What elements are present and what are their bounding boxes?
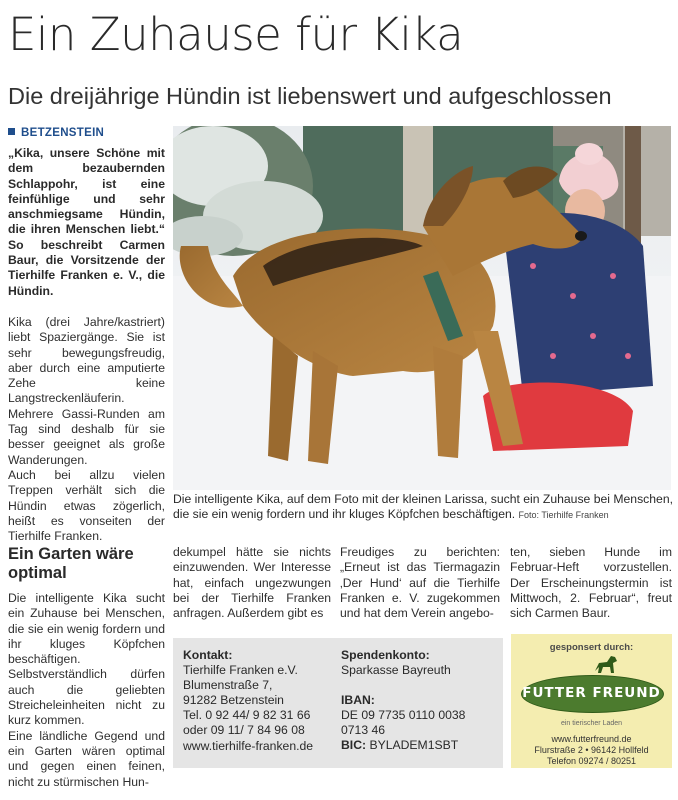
iban-label: IBAN: — [341, 693, 375, 708]
contact-title: Kontakt: — [183, 648, 233, 662]
bank-title: Spendenkonto: — [341, 648, 430, 662]
iban-line-1: DE 09 7735 0110 0038 — [341, 708, 466, 723]
sponsor-address: Flurstraße 2 • 96142 Hollfeld — [534, 745, 649, 755]
body-paragraph-2: Auch bei allzu vielen Treppen verhält sich die Hündin etwas zögerlich, heißt es vonseiten der Tierhilfe Franken. — [8, 467, 165, 544]
bank-block — [341, 648, 465, 754]
body-paragraph-3: Die intelligente Kika sucht ein Zuhause bei Menschen, die sie ein wenig fordern und ihr kluges Köpfchen beschäftigen. Selbstverständlich dürfen auch die geliebten Streicheleinheiten nicht zu kurz kommen. — [8, 591, 165, 728]
bic-value: BYLADEM1SBT — [369, 738, 459, 753]
caption-text: Die intelligente Kika, auf dem Foto mit der kleinen Larissa, sucht ein Zuhause bei Menschen, die sie ein wenig fordern und ihr kluges Köpfchen beschäftigen. — [173, 492, 673, 521]
contact-block — [183, 648, 313, 754]
photo-caption — [173, 492, 673, 523]
photo-dog-and-girl-in-snow — [173, 126, 671, 490]
bic-line — [341, 738, 465, 753]
contact-phone: Tel. 0 92 44/ 9 82 31 66 — [183, 708, 311, 723]
dateline — [8, 127, 104, 139]
body-paragraph-5: dekumpel hätte sie nichts einzuwenden. Wer Interesse hat, einfach ungezwungen bei der Tierhilfe Franken anfragen. Außerdem gibt es — [173, 545, 331, 621]
info-box — [173, 638, 503, 768]
article-subheadline: Die dreijährige Hündin ist liebenswert und aufgeschlossen — [8, 83, 612, 109]
sponsor-tagline: ein tierischer Laden — [560, 720, 623, 727]
bic-label: BIC: — [341, 738, 367, 753]
dog-silhouette-icon — [593, 653, 621, 675]
photo-credit: Foto: Tierhilfe Franken — [518, 510, 609, 520]
body-paragraph-7: ten, sieben Hunde im Februar-Heft vorzustellen. Der Erscheinungstermin ist Mittwoch, 2. Februar“, freut sich Carmen Baur. — [510, 545, 672, 621]
lead-paragraph: „Kika, unsere Schöne mit dem bezaubernden Schlappohr, ist eine feinfühlige und sehr anschmiegsame Hündin, die ihren Menschen liebt.“ So beschreibt Carmen Baur, die Vorsitzende der Tierhilfe Franken e. V., die Hündin. — [8, 146, 165, 298]
article-headline: Ein Zuhause für Kika — [8, 8, 464, 61]
bank-name: Sparkasse Bayreuth — [341, 663, 451, 678]
contact-phone-alt: oder 09 11/ 7 84 96 08 — [183, 723, 305, 738]
contact-line: 91282 Betzenstein — [183, 693, 284, 708]
futterfreund-logo — [521, 675, 662, 711]
column-left-top — [8, 146, 165, 544]
square-bullet-icon — [8, 128, 15, 135]
contact-line: Blumenstraße 7, — [183, 678, 273, 693]
column-2 — [173, 545, 331, 621]
sponsor-url: www.futterfreund.de — [551, 734, 632, 744]
body-paragraph-4: Eine ländliche Gegend und ein Garten wären optimal und gegen einen feinen, nicht zu stürmischen Hun- — [8, 728, 165, 789]
section-subheading: Ein Garten wäre optimal — [8, 545, 134, 582]
column-left-bottom — [8, 591, 165, 790]
logo-text: FUTTER FREUND — [522, 685, 661, 701]
sponsor-title: gesponsert durch: — [549, 642, 634, 653]
sponsor-phone: Telefon 09274 / 80251 — [546, 756, 637, 766]
article-photo — [173, 126, 671, 490]
column-4 — [510, 545, 672, 621]
body-paragraph-1: Kika (drei Jahre/kastriert) liebt Spaziergänge. Sie ist sehr bewegungsfreudig, aber durch eine amputierte Zehe keine Langstreckenläuferin. Mehrere Gassi-Runden am Tag sind deshalb für sie besser geeignet als große Wanderungen. — [8, 314, 165, 467]
contact-line: Tierhilfe Franken e.V. — [183, 663, 298, 678]
body-paragraph-6: Freudiges zu berichten: „Erneut ist das Tiermagazin ‚Der Hund‘ auf die Tierhilfe Franken e. V. zugekommen und hat dem Verein angebo- — [340, 545, 500, 621]
contact-website: www.tierhilfe-franken.de — [183, 738, 314, 753]
dateline-place: BETZENSTEIN — [21, 127, 105, 139]
sponsor-box — [511, 634, 672, 768]
iban-line-2: 0713 46 — [341, 723, 386, 738]
column-3 — [340, 545, 500, 621]
